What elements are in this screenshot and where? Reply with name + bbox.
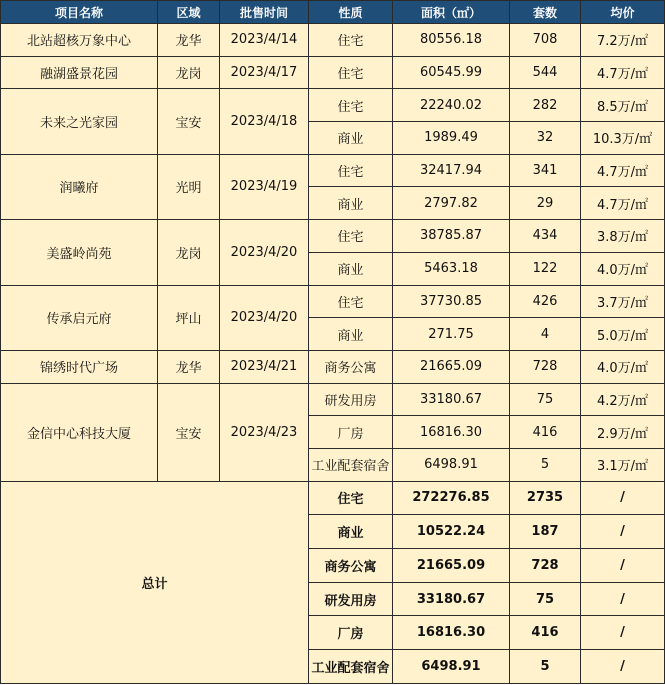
approval-date: 2023/4/21 — [220, 350, 309, 383]
total-area: 272276.85 — [393, 481, 510, 515]
approval-date: 2023/4/20 — [220, 285, 309, 350]
district: 宝安 — [158, 383, 220, 481]
units: 5 — [510, 448, 581, 481]
avg-price: 7.2万/㎡ — [581, 24, 665, 57]
total-units: 187 — [510, 515, 581, 549]
header-units: 套数 — [510, 1, 581, 24]
total-row — [1, 481, 665, 515]
approval-date: 2023/4/18 — [220, 89, 309, 154]
total-type: 住宅 — [309, 481, 393, 515]
area: 38785.87 — [393, 220, 510, 253]
table-row — [1, 56, 665, 89]
total-area: 6498.91 — [393, 650, 510, 684]
property-type: 商业 — [309, 122, 393, 155]
total-units: 416 — [510, 616, 581, 650]
units: 416 — [510, 416, 581, 449]
avg-price: 4.7万/㎡ — [581, 56, 665, 89]
property-type: 研发用房 — [309, 383, 393, 416]
header-price: 均价 — [581, 1, 665, 24]
units: 122 — [510, 252, 581, 285]
property-type: 住宅 — [309, 56, 393, 89]
table-row — [1, 383, 665, 416]
area: 16816.30 — [393, 416, 510, 449]
avg-price: 2.9万/㎡ — [581, 416, 665, 449]
approval-date: 2023/4/20 — [220, 220, 309, 285]
total-label: 总计 — [1, 481, 309, 683]
property-type: 住宅 — [309, 24, 393, 57]
header-date: 批售时间 — [220, 1, 309, 24]
approval-date: 2023/4/17 — [220, 56, 309, 89]
avg-price: 4.7万/㎡ — [581, 154, 665, 187]
avg-price: 4.7万/㎡ — [581, 187, 665, 220]
area: 6498.91 — [393, 448, 510, 481]
units: 75 — [510, 383, 581, 416]
area: 2797.82 — [393, 187, 510, 220]
project-name: 融湖盛景花园 — [1, 56, 158, 89]
property-type: 商务公寓 — [309, 350, 393, 383]
district: 龙华 — [158, 350, 220, 383]
avg-price: 3.7万/㎡ — [581, 285, 665, 318]
table-row — [1, 89, 665, 122]
total-area: 33180.67 — [393, 582, 510, 616]
property-type: 住宅 — [309, 220, 393, 253]
total-type: 研发用房 — [309, 582, 393, 616]
avg-price: 3.1万/㎡ — [581, 448, 665, 481]
district: 坪山 — [158, 285, 220, 350]
units: 434 — [510, 220, 581, 253]
total-units: 728 — [510, 549, 581, 583]
units: 426 — [510, 285, 581, 318]
area: 22240.02 — [393, 89, 510, 122]
project-name: 北站超核万象中心 — [1, 24, 158, 57]
area: 1989.49 — [393, 122, 510, 155]
property-type: 住宅 — [309, 89, 393, 122]
total-type: 商务公寓 — [309, 549, 393, 583]
project-name: 锦绣时代广场 — [1, 350, 158, 383]
district: 光明 — [158, 154, 220, 219]
area: 32417.94 — [393, 154, 510, 187]
units: 544 — [510, 56, 581, 89]
approval-date: 2023/4/14 — [220, 24, 309, 57]
area: 21665.09 — [393, 350, 510, 383]
district: 宝安 — [158, 89, 220, 154]
property-type: 工业配套宿舍 — [309, 448, 393, 481]
units: 708 — [510, 24, 581, 57]
total-units: 5 — [510, 650, 581, 684]
units: 29 — [510, 187, 581, 220]
total-units: 2735 — [510, 481, 581, 515]
total-type: 商业 — [309, 515, 393, 549]
total-area: 21665.09 — [393, 549, 510, 583]
table-row — [1, 285, 665, 318]
area: 37730.85 — [393, 285, 510, 318]
header-project: 项目名称 — [1, 1, 158, 24]
property-type: 商业 — [309, 187, 393, 220]
total-price: / — [581, 650, 665, 684]
property-type: 住宅 — [309, 154, 393, 187]
area: 33180.67 — [393, 383, 510, 416]
avg-price: 3.8万/㎡ — [581, 220, 665, 253]
units: 341 — [510, 154, 581, 187]
table-row — [1, 24, 665, 57]
area: 271.75 — [393, 318, 510, 351]
units: 282 — [510, 89, 581, 122]
property-type: 商业 — [309, 318, 393, 351]
total-price: / — [581, 481, 665, 515]
header-type: 性质 — [309, 1, 393, 24]
area: 60545.99 — [393, 56, 510, 89]
project-name: 美盛岭尚苑 — [1, 220, 158, 285]
area: 80556.18 — [393, 24, 510, 57]
project-name: 金信中心科技大厦 — [1, 383, 158, 481]
total-price: / — [581, 549, 665, 583]
property-type: 商业 — [309, 252, 393, 285]
table-row — [1, 154, 665, 187]
total-type: 工业配套宿舍 — [309, 650, 393, 684]
avg-price: 4.0万/㎡ — [581, 252, 665, 285]
header-row — [1, 1, 665, 24]
project-name: 传承启元府 — [1, 285, 158, 350]
avg-price: 5.0万/㎡ — [581, 318, 665, 351]
approval-date: 2023/4/23 — [220, 383, 309, 481]
total-area: 10522.24 — [393, 515, 510, 549]
district: 龙岗 — [158, 220, 220, 285]
total-price: / — [581, 582, 665, 616]
table-row — [1, 220, 665, 253]
avg-price: 4.2万/㎡ — [581, 383, 665, 416]
units: 4 — [510, 318, 581, 351]
project-name: 未来之光家园 — [1, 89, 158, 154]
area: 5463.18 — [393, 252, 510, 285]
units: 32 — [510, 122, 581, 155]
project-name: 润曦府 — [1, 154, 158, 219]
header-district: 区域 — [158, 1, 220, 24]
total-price: / — [581, 616, 665, 650]
header-area: 面积（㎡） — [393, 1, 510, 24]
units: 728 — [510, 350, 581, 383]
district: 龙华 — [158, 24, 220, 57]
district: 龙岗 — [158, 56, 220, 89]
property-type: 厂房 — [309, 416, 393, 449]
total-area: 16816.30 — [393, 616, 510, 650]
avg-price: 8.5万/㎡ — [581, 89, 665, 122]
approval-date: 2023/4/19 — [220, 154, 309, 219]
avg-price: 10.3万/㎡ — [581, 122, 665, 155]
table-row — [1, 350, 665, 383]
total-type: 厂房 — [309, 616, 393, 650]
total-price: / — [581, 515, 665, 549]
total-units: 75 — [510, 582, 581, 616]
avg-price: 4.0万/㎡ — [581, 350, 665, 383]
property-type: 住宅 — [309, 285, 393, 318]
